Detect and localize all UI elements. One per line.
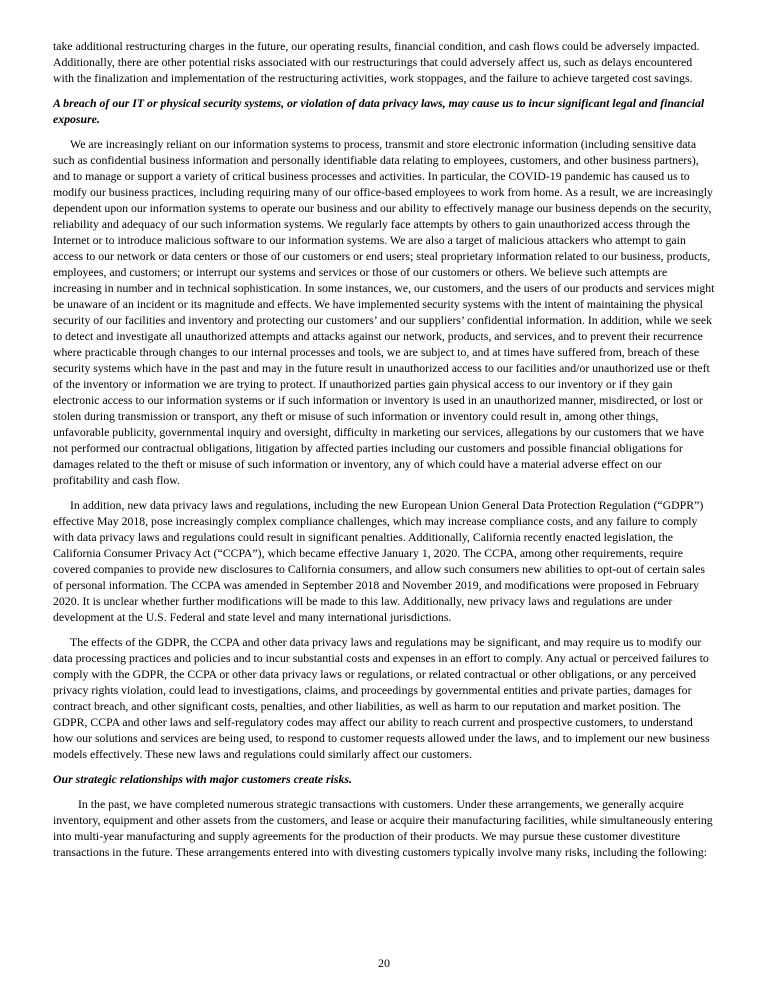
heading-strategic-relationships-risk: Our strategic relationships with major customers create risks. [53, 772, 352, 786]
heading-security-breach-risk: A breach of our IT or physical security systems, or violation of data privacy laws, may cause us to incur significant legal and financial exposure. [53, 96, 705, 126]
risk-factors-text-block [53, 38, 716, 869]
paragraph-gdpr-ccpa-effects: The effects of the GDPR, the CCPA and other data privacy laws and regulations may be significant, and may require us to modify our data processing practices and policies and to incur substantial costs and expenses in an effort to comply. Any actual or perceived failures to comply with the GDPR, the CCPA or other data privacy laws or regulations, or related contractual or other obligations, or any perceived privacy rights violation, could lead to investigations, claims, and proceedings by governmental entities and private parties, damages for contract breach, and other significant costs, penalties, and other liabilities, as well as harm to our reputation and market position. The GDPR, CCPA and other laws and self-regulatory codes may affect our ability to reach current and prospective customers, to understand how our solutions and services are being used, to respond to customer requests allowed under the laws, and to implement our new business models effectively. These new laws and regulations could similarly affect our customers. [53, 635, 710, 761]
paragraph-restructuring-continued: take additional restructuring charges in the future, our operating results, financial condition, and cash flows could be adversely impacted. Additionally, there are other potential risks associated with our restructurings that could adversely affect us, such as delays encountered with the finalization and implementation of the restructuring activities, work stoppages, and the failure to achieve targeted cost savings. [53, 39, 700, 85]
paragraph-strategic-transactions: In the past, we have completed numerous strategic transactions with customers. Under these arrangements, we generally acquire inventory, equipment and other assets from the customers, and lease or acquire their manufacturing facilities, while simultaneously entering into multi-year manufacturing and supply agreements for the production of their products. We may pursue these customer divestiture transactions in the future. These arrangements entered into with divesting customers typically involve many risks, including the following: [53, 797, 713, 859]
paragraph-information-systems-security: We are increasingly reliant on our information systems to process, transmit and store electronic information (including sensitive data such as confidential business information and personally identifiable data relating to employees, customers, and other business partners), and to manage or support a variety of critical business processes and activities. In particular, the COVID-19 pandemic has caused us to modify our business practices, including requiring many of our office-based employees to work from home. As a result, we are increasingly dependent upon our information systems to operate our business and our ability to effectively manage our business depends on the security, reliability and adequacy of our such information systems. We regularly face attempts by others to gain unauthorized access through the Internet or to introduce malicious software to our information systems. We are also a target of malicious attackers who attempt to gain access to our network or data centers or those of our customers or end users; steal proprietary information related to our business, products, employees, and customers; or interrupt our systems and services or those of our customers or others. We believe such attempts are increasing in number and in technical sophistication. In some instances, we, our customers, and the users of our products and services might be unaware of an incident or its magnitude and effects. We have implemented security systems with the intent of maintaining the physical security of our facilities and inventory and protecting our customers’ and our suppliers’ confidential information. In addition, while we seek to detect and investigate all unauthorized attempts and attacks against our network, products, and services, and to prevent their recurrence where practicable through changes to our internal processes and tools, we are subject to, and at times have suffered from, breach of these security systems which have in the past and may in the future result in unauthorized access to our facilities and/or unauthorized use or theft of the inventory or information we are trying to protect. If unauthorized parties gain physical access to our inventory or if they gain electronic access to our information systems or if such information or inventory is used in an unauthorized manner, misdirected, or lost or stolen during transmission or transport, any theft or misuse of such information or inventory could result in, among other things, unfavorable publicity, governmental inquiry and oversight, difficulty in marketing our services, allegations by our customers that we have not performed our contractual obligations, litigation by affected parties including our customers and possible financial obligations for damages related to the theft or misuse of such information or inventory, any of which could have a material adverse effect on our profitability and cash flow. [53, 137, 715, 487]
page-footer [0, 955, 768, 971]
page-number: 20 [378, 956, 390, 970]
paragraph-data-privacy-regulations: In addition, new data privacy laws and regulations, including the new European Union General Data Protection Regulation (“GDPR”) effective May 2018, pose increasingly complex compliance challenges, which may increase compliance costs, and any failure to comply with data privacy laws and regulations could result in significant penalties. Additionally, California recently enacted legislation, the California Consumer Privacy Act (“CCPA”), which became effective January 1, 2020. The CCPA, among other requirements, require covered companies to provide new disclosures to California consumers, and allow such consumers new abilities to opt-out of certain sales of personal information. The CCPA was amended in September 2018 and November 2019, and modifications were proposed in February 2020. It is unclear whether further modifications will be made to this law. Additionally, new privacy laws and regulations are under development at the U.S. Federal and state level and many international jurisdictions. [53, 498, 705, 624]
